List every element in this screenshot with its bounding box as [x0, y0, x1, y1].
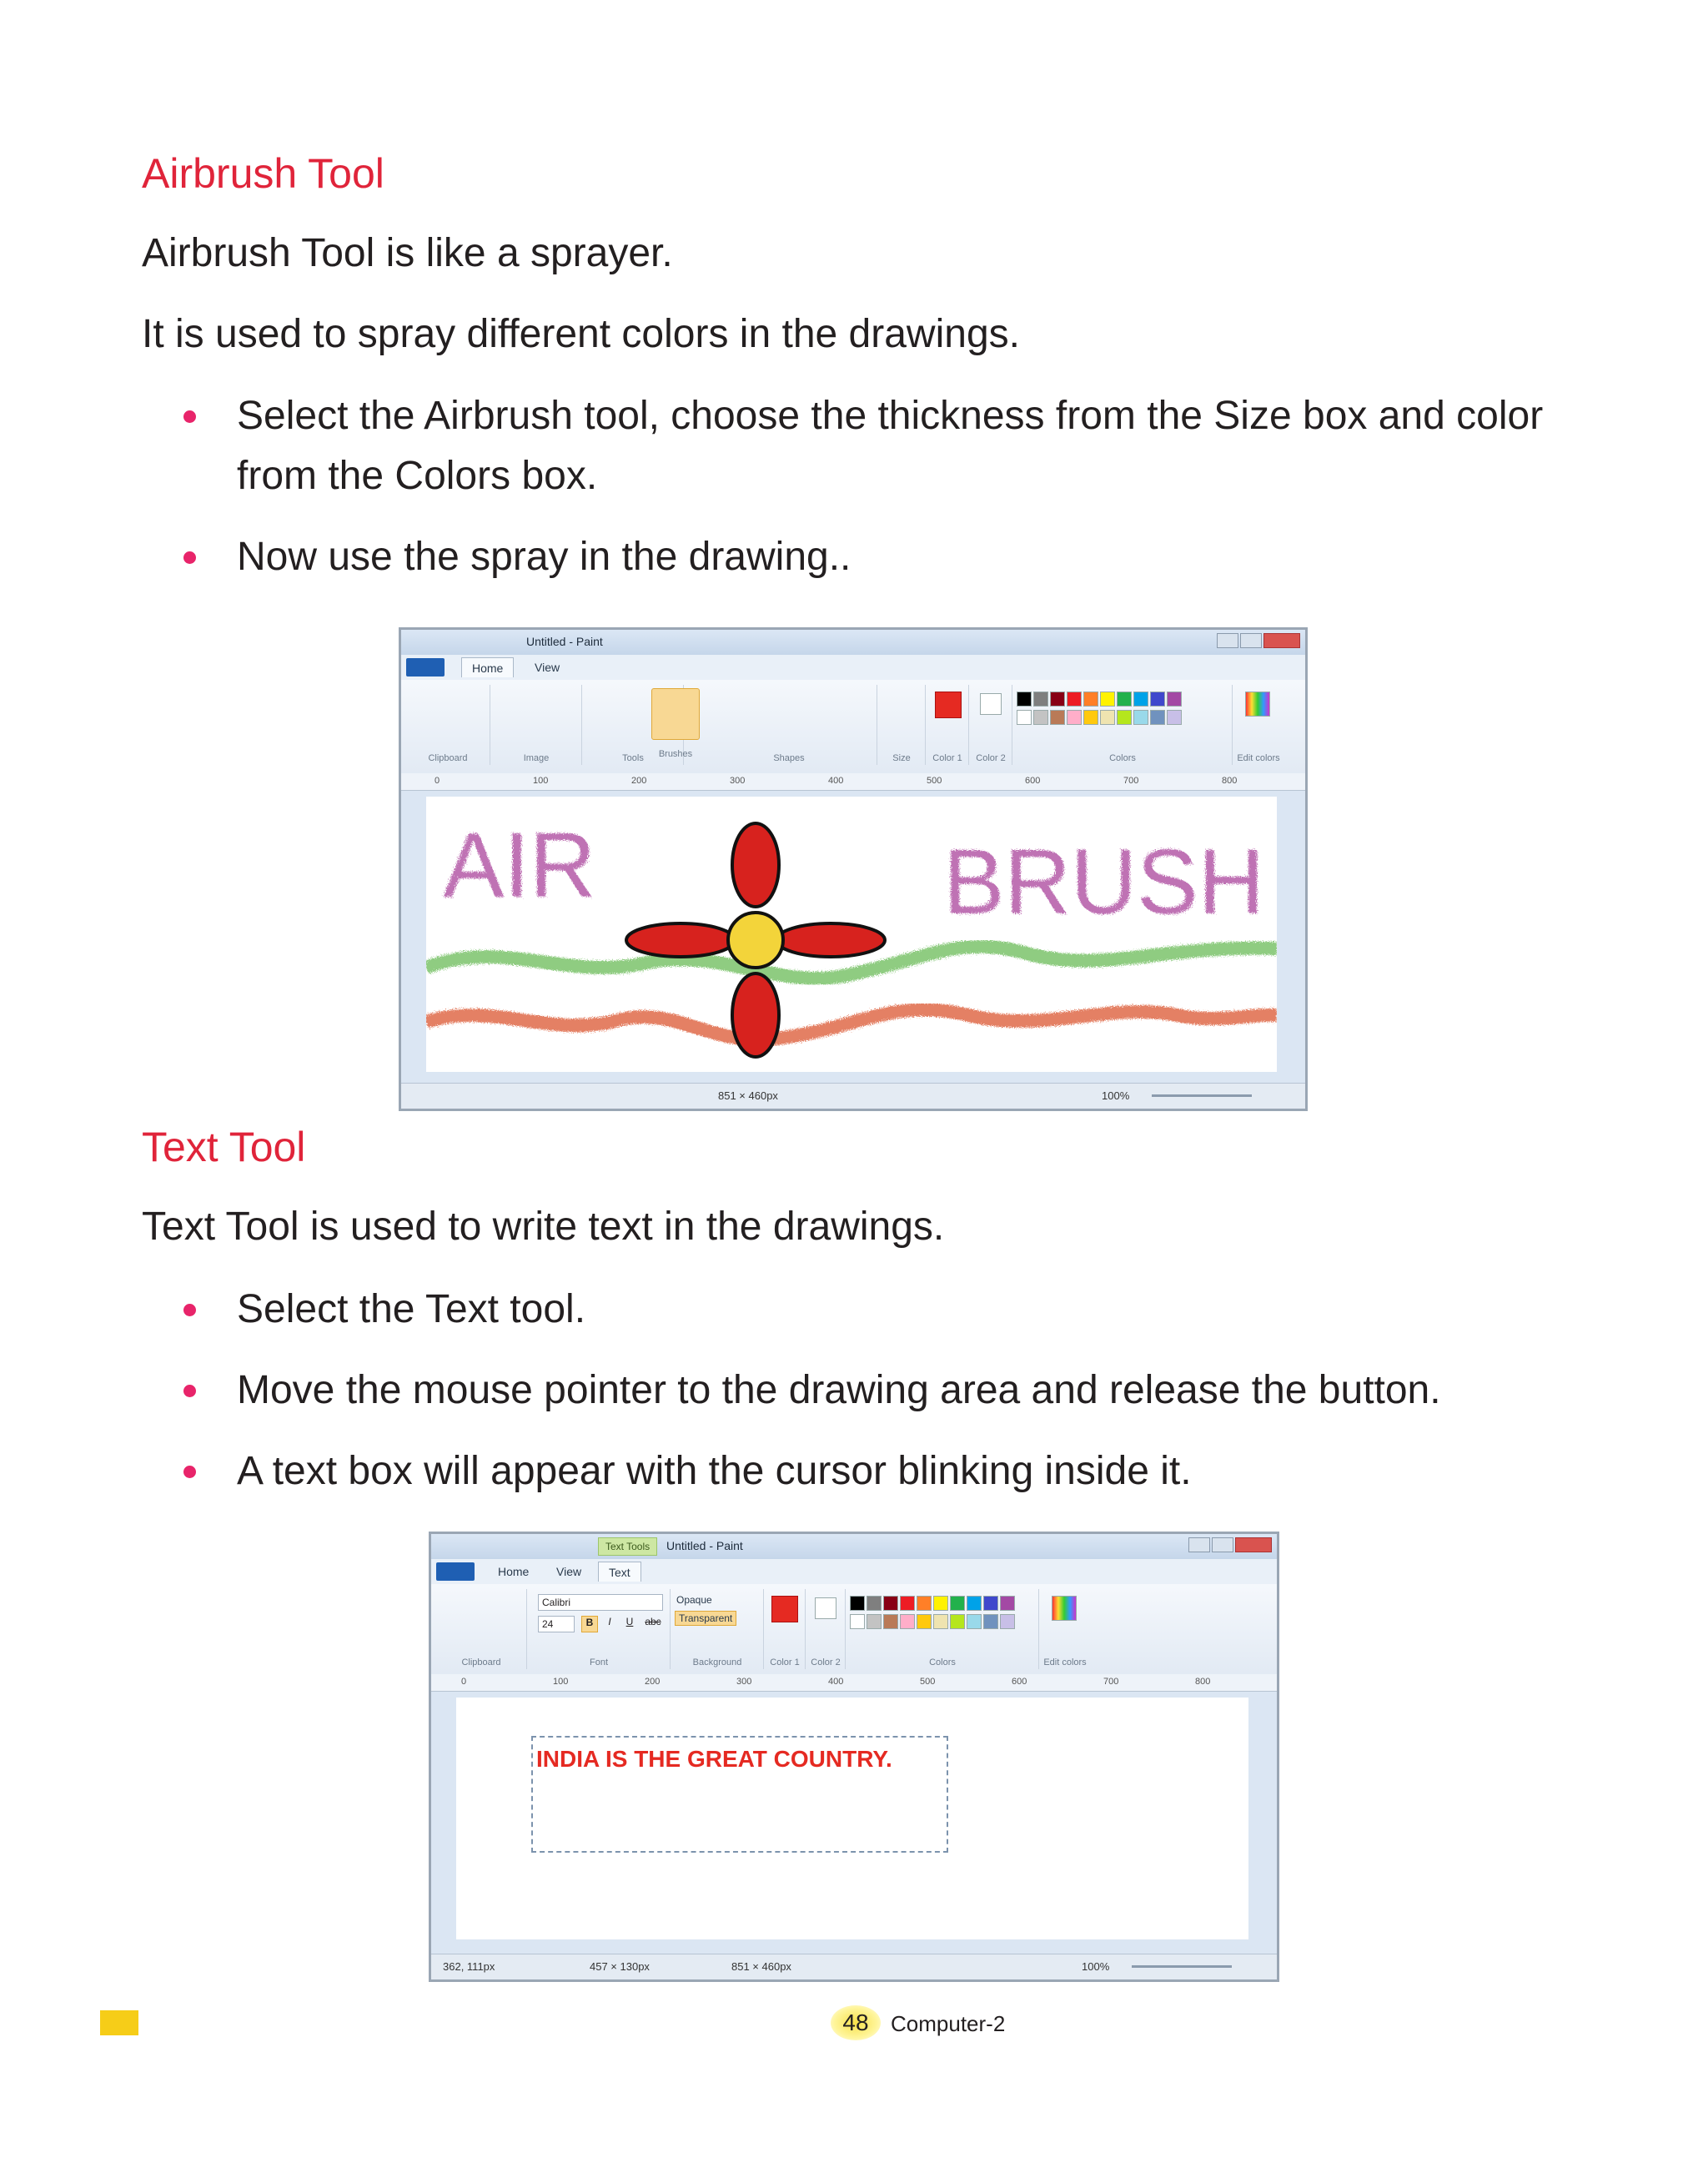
- zoom-level: 100%: [1082, 1960, 1110, 1973]
- ribbon: [401, 680, 1305, 774]
- color2-button[interactable]: Color 2: [970, 685, 1012, 765]
- font-name-dropdown[interactable]: Calibri: [538, 1594, 663, 1611]
- bullet-dot: [183, 1466, 196, 1478]
- window-controls: [1188, 1537, 1272, 1552]
- tab-home[interactable]: Home: [498, 1565, 530, 1578]
- text-tool-bullet-3: A text box will appear with the cursor blinking inside it.: [237, 1449, 1192, 1493]
- window-title: Untitled - Paint: [666, 1539, 743, 1552]
- shapes-group[interactable]: Shapes: [701, 685, 877, 765]
- paint-screenshot-text: [429, 1532, 1279, 1982]
- title-bar: [401, 630, 1305, 655]
- minimize-button[interactable]: [1217, 633, 1238, 648]
- color2-button[interactable]: Color 2: [806, 1589, 846, 1669]
- color1-button[interactable]: Color 1: [765, 1589, 806, 1669]
- colors-palette[interactable]: Colors: [1013, 685, 1233, 765]
- opaque-option[interactable]: Opaque: [676, 1594, 712, 1606]
- title-bar: [431, 1534, 1277, 1559]
- image-group[interactable]: Image: [491, 685, 582, 765]
- tools-group[interactable]: Tools: [583, 685, 684, 765]
- airbrush-heading: Airbrush Tool: [142, 150, 384, 197]
- bullet-dot: [183, 410, 196, 423]
- tab-home[interactable]: Home: [461, 657, 514, 677]
- status-bar: [401, 1083, 1305, 1109]
- tab-view[interactable]: View: [556, 1565, 582, 1578]
- airbrush-bullet-2: Now use the spray in the drawing..: [237, 535, 851, 579]
- status-bar: [431, 1954, 1277, 1979]
- paint-screenshot-airbrush: [399, 627, 1308, 1111]
- horizontal-ruler: 0 100 200 300 400 500 600 700 800: [401, 773, 1305, 791]
- drawing-canvas[interactable]: [426, 797, 1277, 1072]
- ribbon: [431, 1584, 1277, 1675]
- bold-button[interactable]: B: [581, 1616, 598, 1632]
- brushes-button[interactable]: Brushes: [651, 688, 700, 740]
- transparent-option[interactable]: Transparent: [675, 1611, 736, 1626]
- file-menu-button[interactable]: [436, 1562, 475, 1581]
- font-size-dropdown[interactable]: 24: [538, 1616, 575, 1632]
- file-menu-button[interactable]: [406, 658, 445, 677]
- cursor-position: 362, 111px: [443, 1960, 495, 1973]
- canvas-word-brush: BRUSH: [943, 831, 1265, 933]
- airbrush-para-2: It is used to spray different colors in the drawings.: [142, 312, 1020, 356]
- text-tool-heading: Text Tool: [142, 1124, 306, 1170]
- text-box-content: INDIA IS THE GREAT COUNTRY.: [536, 1746, 892, 1772]
- canvas-size-readout: 851 × 460px: [731, 1960, 791, 1973]
- ribbon-tabs: [401, 655, 1305, 680]
- bullet-dot: [183, 1304, 196, 1316]
- page-number: 48: [831, 2005, 881, 2040]
- horizontal-ruler: 0 100 200 300 400 500 600 700 800: [431, 1674, 1277, 1692]
- font-group: Calibri 24 B I U abc Font: [528, 1589, 671, 1669]
- text-tools-context-tab: Text Tools: [598, 1537, 657, 1556]
- canvas-word-air: AIR: [443, 814, 596, 917]
- close-button[interactable]: [1263, 633, 1300, 648]
- underline-button[interactable]: U: [625, 1616, 634, 1627]
- maximize-button[interactable]: [1240, 633, 1262, 648]
- colors-palette[interactable]: Colors: [846, 1589, 1039, 1669]
- size-button[interactable]: Size: [878, 685, 926, 765]
- edit-colors-button[interactable]: Edit colors: [1040, 1589, 1090, 1669]
- clipboard-group[interactable]: Clipboard: [406, 685, 490, 765]
- close-button[interactable]: [1235, 1537, 1272, 1552]
- background-group: Opaque Transparent Background: [671, 1589, 764, 1669]
- ribbon-tabs: [431, 1559, 1277, 1584]
- canvas-size-readout: 851 × 460px: [718, 1089, 778, 1102]
- italic-button[interactable]: I: [608, 1616, 611, 1627]
- minimize-button[interactable]: [1188, 1537, 1210, 1552]
- text-tool-bullet-2: Move the mouse pointer to the drawing area and release the button.: [237, 1368, 1441, 1412]
- window-title: Untitled - Paint: [526, 635, 603, 648]
- zoom-slider[interactable]: [1152, 1094, 1252, 1097]
- airbrush-drawing: [426, 797, 1277, 1072]
- zoom-level: 100%: [1102, 1089, 1130, 1102]
- strikethrough-button[interactable]: abc: [645, 1616, 661, 1627]
- footer-color-tab: [100, 2010, 138, 2035]
- edit-colors-button[interactable]: Edit colors: [1233, 685, 1284, 765]
- bullet-dot: [183, 1385, 196, 1397]
- selection-size: 457 × 130px: [590, 1960, 650, 1973]
- color1-button[interactable]: Color 1: [927, 685, 969, 765]
- text-tool-para-1: Text Tool is used to write text in the drawings.: [142, 1205, 945, 1249]
- book-title: Computer-2: [891, 2011, 1006, 2036]
- tab-text[interactable]: Text: [598, 1562, 641, 1582]
- window-controls: [1217, 633, 1300, 648]
- text-tool-bullet-1: Select the Text tool.: [237, 1287, 586, 1331]
- airbrush-bullet-1: Select the Airbrush tool, choose the thickness from the Size box and color from the Colors box.: [237, 394, 1544, 498]
- zoom-slider[interactable]: [1132, 1965, 1232, 1968]
- drawing-canvas[interactable]: [456, 1698, 1248, 1939]
- maximize-button[interactable]: [1212, 1537, 1233, 1552]
- text-box[interactable]: [531, 1736, 948, 1853]
- tab-view[interactable]: View: [535, 661, 560, 674]
- airbrush-para-1: Airbrush Tool is like a sprayer.: [142, 231, 673, 275]
- bullet-dot: [183, 551, 196, 564]
- clipboard-group[interactable]: Clipboard: [436, 1589, 527, 1669]
